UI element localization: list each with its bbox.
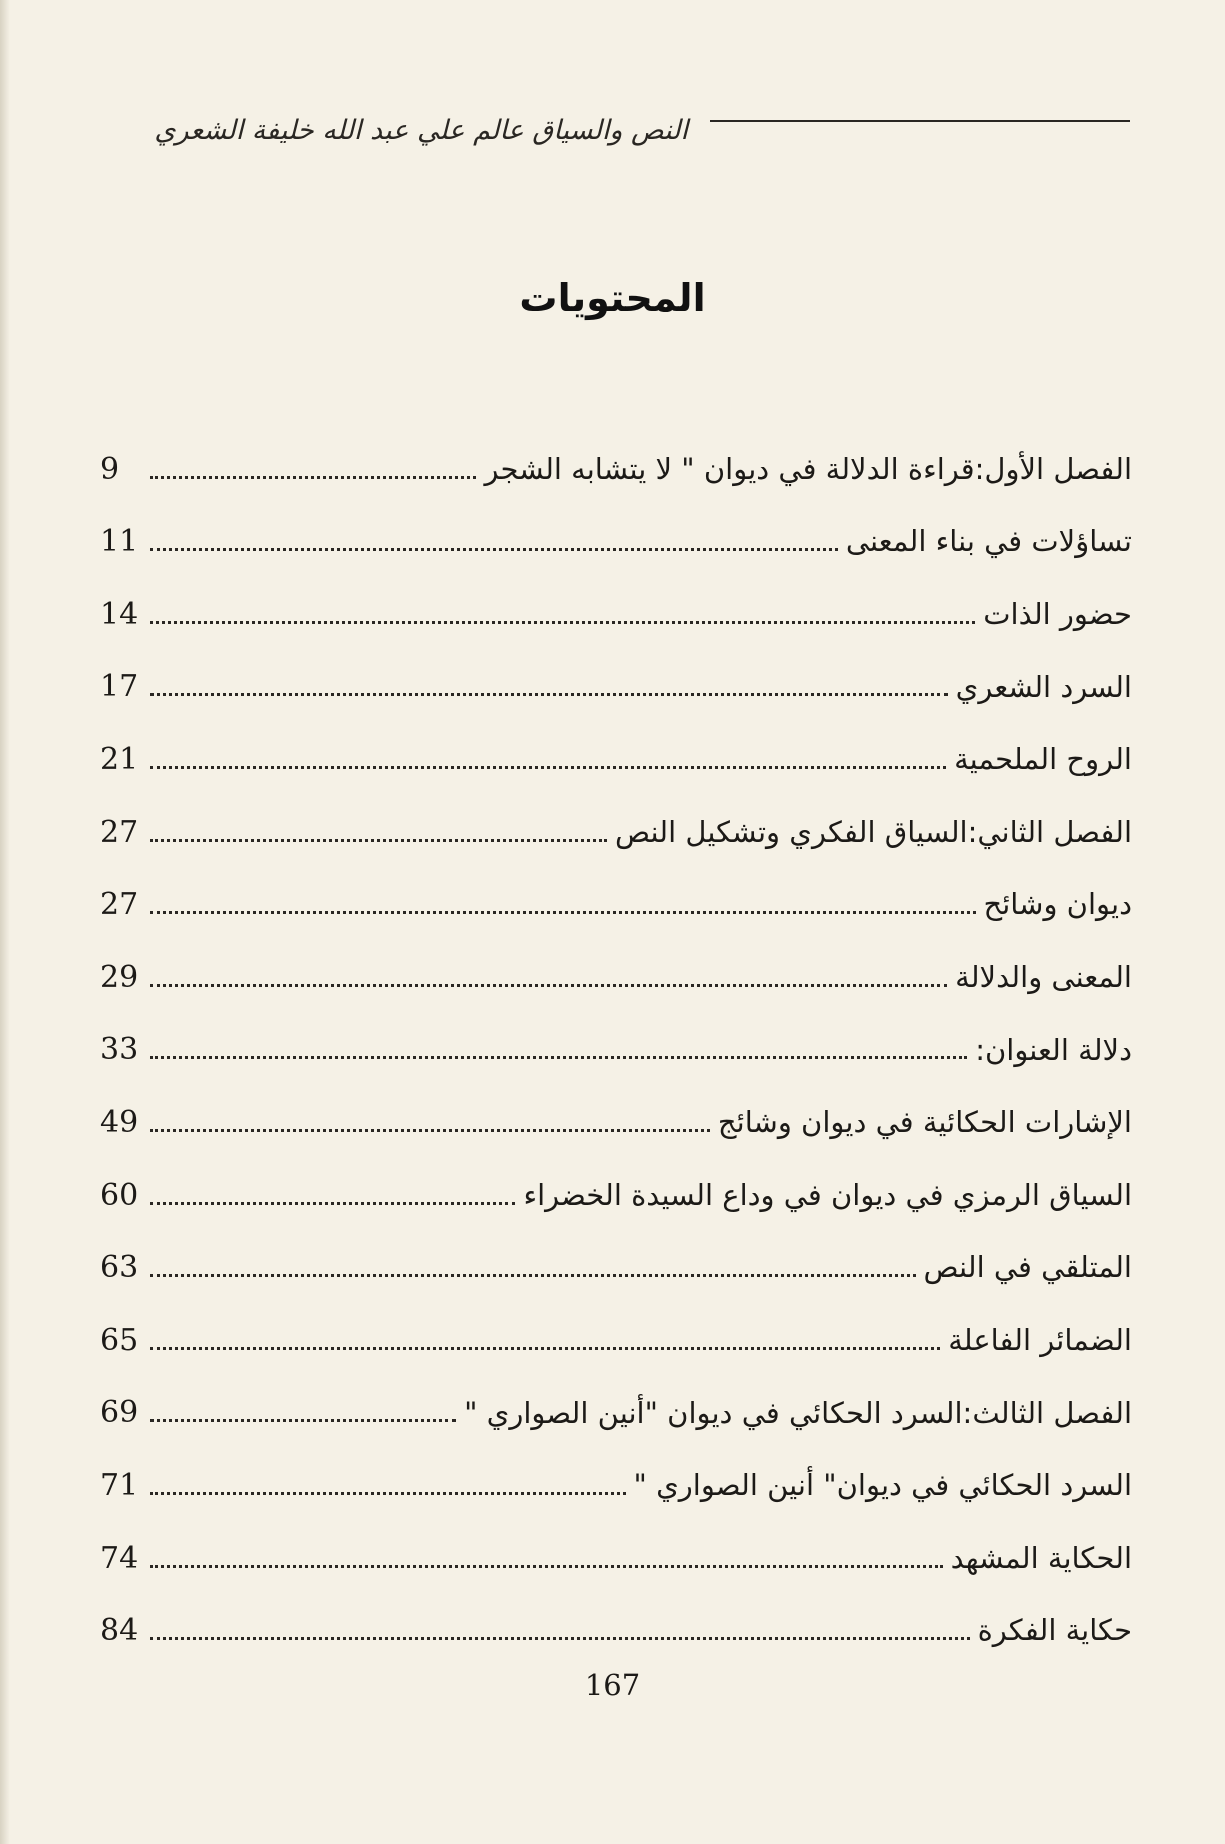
dot-leader bbox=[150, 1419, 456, 1422]
toc-entry-page: 29 bbox=[100, 959, 139, 995]
toc-entry-title: السرد الحكائي في ديوان" أنين الصواري " bbox=[633, 1468, 1132, 1503]
running-title: النص والسياق عالم علي عبد الله خليفة الشعري bbox=[154, 114, 688, 146]
toc-entry-title: الفصل الثالث:السرد الحكائي في ديوان "أنين الصواري " bbox=[464, 1395, 1132, 1430]
toc-entry-page: 63 bbox=[100, 1250, 139, 1286]
toc-entry-page: 71 bbox=[100, 1467, 139, 1503]
toc-entry-page: 65 bbox=[100, 1322, 139, 1358]
running-header bbox=[95, 100, 1130, 160]
toc-entry bbox=[100, 1580, 1132, 1653]
dot-leader bbox=[150, 476, 476, 479]
dot-leader bbox=[150, 1274, 916, 1277]
toc-entry bbox=[100, 1507, 1132, 1580]
toc-entry-page: 27 bbox=[100, 887, 139, 923]
toc-entry-title: الضمائر الفاعلة bbox=[948, 1322, 1132, 1357]
toc-entry-page: 17 bbox=[100, 669, 139, 705]
page-number: 167 bbox=[584, 1668, 641, 1702]
toc-entry bbox=[100, 1434, 1132, 1507]
toc-entry bbox=[100, 563, 1132, 636]
toc-entry bbox=[100, 1144, 1132, 1217]
toc-entry-page: 14 bbox=[100, 596, 139, 632]
toc-entry-page: 33 bbox=[100, 1032, 139, 1068]
toc-entry-page: 84 bbox=[100, 1613, 139, 1649]
toc-entry bbox=[100, 1217, 1132, 1290]
toc-entry-page: 49 bbox=[100, 1104, 139, 1140]
toc-entry-title: الفصل الأول:قراءة الدلالة في ديوان " لا يتشابه الشجر bbox=[484, 451, 1132, 486]
dot-leader bbox=[150, 548, 838, 551]
toc-entry-page: 27 bbox=[100, 814, 139, 850]
toc-entry bbox=[100, 1289, 1132, 1362]
toc-entry-title: الروح الملحمية bbox=[954, 742, 1132, 777]
dot-leader bbox=[150, 766, 946, 769]
toc-entry-page: 9 bbox=[100, 451, 120, 487]
toc-title: المحتويات bbox=[519, 276, 706, 320]
toc-entry-title: السياق الرمزي في ديوان في وداع السيدة الخضراء bbox=[523, 1177, 1132, 1212]
toc-entry bbox=[100, 636, 1132, 709]
toc-entry-title: المتلقي في النص bbox=[923, 1250, 1132, 1285]
dot-leader bbox=[150, 1565, 943, 1568]
toc-entry bbox=[100, 418, 1132, 491]
toc-entry-title: السرد الشعري bbox=[955, 669, 1132, 704]
dot-leader bbox=[150, 1056, 967, 1059]
toc-entry bbox=[100, 491, 1132, 564]
toc-entry-title: دلالة العنوان: bbox=[975, 1032, 1132, 1067]
toc-entry bbox=[100, 781, 1132, 854]
toc-entry-title: المعنى والدلالة bbox=[955, 959, 1132, 994]
toc-entry bbox=[100, 999, 1132, 1072]
toc-entry-title: حكاية الفكرة bbox=[977, 1613, 1132, 1648]
dot-leader bbox=[150, 1202, 515, 1205]
toc-entry-title: ديوان وشائح bbox=[983, 887, 1132, 922]
toc-entry bbox=[100, 708, 1132, 781]
toc-entry-title: حضور الذات bbox=[983, 596, 1132, 631]
dot-leader bbox=[150, 1492, 626, 1495]
toc-entry-title: الحكاية المشهد bbox=[950, 1540, 1132, 1575]
toc-list bbox=[100, 418, 1132, 1652]
toc-entry bbox=[100, 1071, 1132, 1144]
header-rule bbox=[710, 120, 1130, 122]
toc-entry bbox=[100, 854, 1132, 927]
toc-entry bbox=[100, 926, 1132, 999]
dot-leader bbox=[150, 1637, 970, 1640]
dot-leader bbox=[150, 1129, 710, 1132]
toc-entry-title: تساؤلات في بناء المعنى bbox=[845, 524, 1132, 559]
toc-entry-title: الفصل الثاني:السياق الفكري وتشكيل النص bbox=[614, 814, 1132, 849]
toc-entry-page: 74 bbox=[100, 1540, 139, 1576]
toc-entry-page: 21 bbox=[100, 741, 139, 777]
dot-leader bbox=[150, 839, 607, 842]
toc-entry-page: 69 bbox=[100, 1395, 139, 1431]
dot-leader bbox=[150, 693, 948, 696]
toc-entry-title: الإشارات الحكائية في ديوان وشائج bbox=[717, 1105, 1132, 1140]
toc-entry-page: 11 bbox=[100, 524, 139, 560]
toc-entry bbox=[100, 1362, 1132, 1435]
dot-leader bbox=[150, 621, 975, 624]
dot-leader bbox=[150, 984, 947, 987]
toc-entry-page: 60 bbox=[100, 1177, 139, 1213]
dot-leader bbox=[150, 911, 976, 914]
dot-leader bbox=[150, 1347, 940, 1350]
